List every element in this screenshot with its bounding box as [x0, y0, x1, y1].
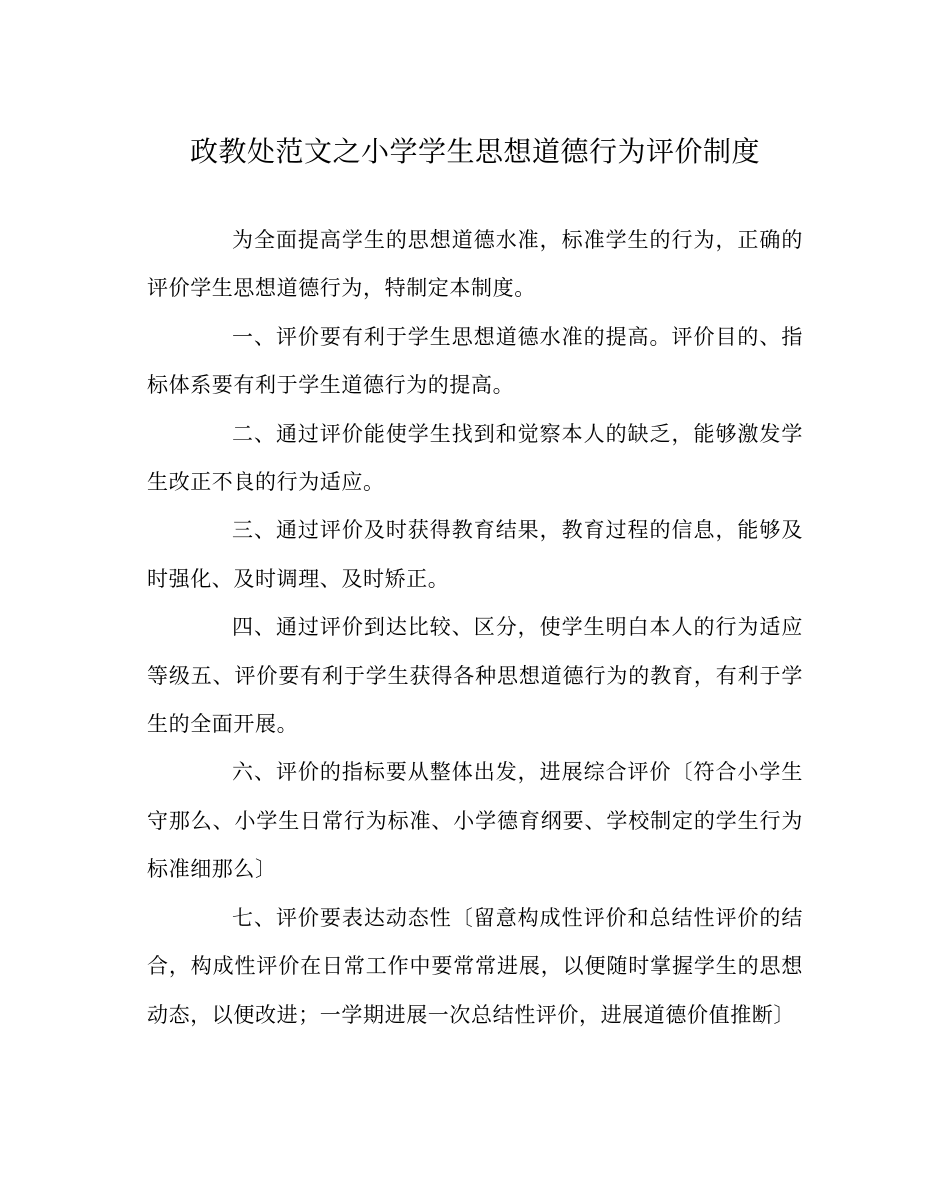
document-body	[147, 216, 803, 1039]
paragraph-item-1: 一、评价要有利于学生思想道德水准的提高。评价目的、指标体系要有利于学生道德行为的提高。	[147, 324, 803, 398]
paragraph-item-4-5: 四、通过评价到达比较、区分，使学生明白本人的行为适应等级五、评价要有利于学生获得各种思想道德行为的教育，有利于学生的全面开展。	[147, 615, 803, 737]
document-title: 政教处范文之小学学生思想道德行为评价制度	[189, 135, 760, 168]
paragraph-item-6: 六、评价的指标要从整体出发，进展综合评价〔符合小学生守那么、小学生日常行为标准、小学德育纲要、学校制定的学生行为标准细那么〕	[147, 760, 803, 882]
paragraph-item-3: 三、通过评价及时获得教育结果，教育过程的信息，能够及时强化、及时调理、及时矫正。	[147, 518, 803, 591]
paragraph-intro: 为全面提高学生的思想道德水准，标准学生的行为，正确的评价学生思想道德行为，特制定本制度。	[147, 228, 803, 301]
paragraph-item-7: 七、评价要表达动态性〔留意构成性评价和总结性评价的结合，构成性评价在日常工作中要常常进展，以便随时掌握学生的思想动态，以便改进；一学期进展一次总结性评价，进展道德价值推断〕	[147, 905, 803, 1027]
paragraph-item-2: 二、通过评价能使学生找到和觉察本人的缺乏，能够激发学生改正不良的行为适应。	[147, 421, 803, 495]
